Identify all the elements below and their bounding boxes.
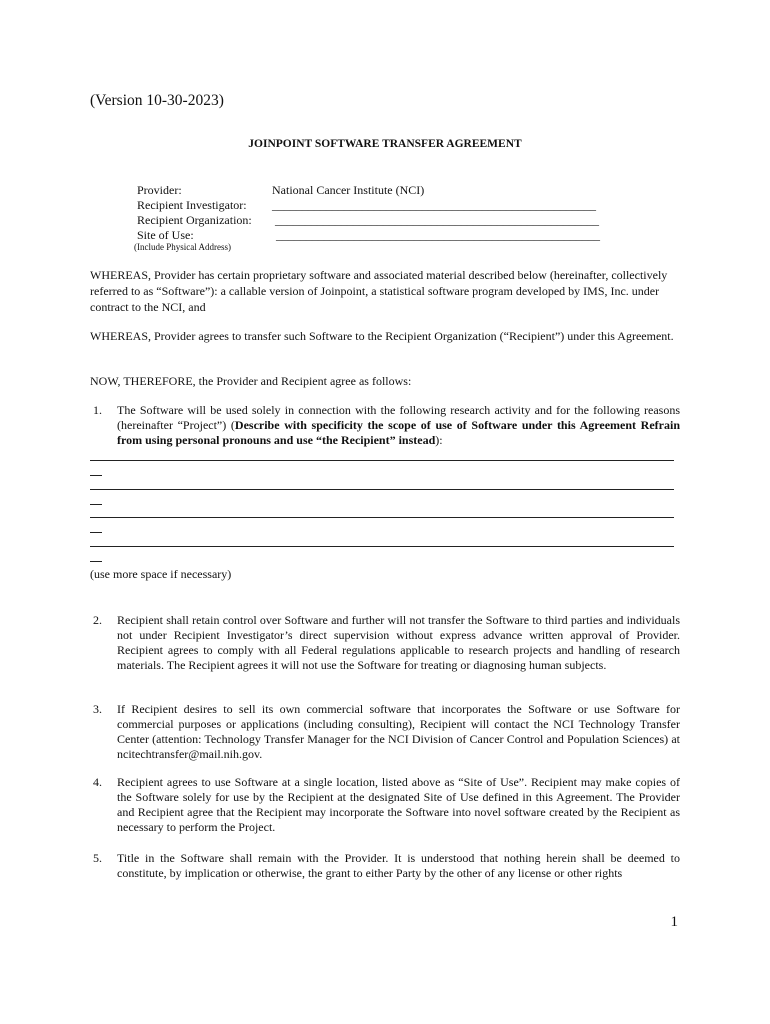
site-of-use-blank[interactable]: ______________________________________________________ [276,228,600,242]
provider-value: National Cancer Institute (NCI) [272,183,425,197]
agreement-title: JOINPOINT SOFTWARE TRANSFER AGREEMENT [248,138,522,150]
whereas-paragraph-1: WHEREAS, Provider has certain proprietary software and associated material described below (hereinafter, collectively referred to as “Software”): a callable version of Joinpoint, a statistical software program developed by IMS, Inc. under contract to the NCI, and [90,268,668,314]
project-description-blanks[interactable] [90,452,680,566]
clause-2-text: Recipient shall retain control over Software and further will not transfer the Software to third parties and individuals not under Recipient Investigator’s direct supervision without express advance written approval of Provider. Recipient agrees to comply with all Federal regulations applicable to research projects and handling of research materials. The Recipient agrees it will not use the Software for treating or diagnosing human subjects. [117,613,680,672]
more-space-note: (use more space if necessary) [90,567,232,581]
organization-label: Recipient Organization: [137,213,252,227]
site-address-note: (Include Physical Address) [134,242,231,252]
blank-line[interactable] [90,481,680,510]
whereas-paragraph-2: WHEREAS, Provider agrees to transfer such Software to the Recipient Organization (“Recipient”) under this Agreement. [90,329,674,343]
clause-1-number: 1. [93,403,102,417]
clause-5-number: 5. [93,851,102,865]
clause-3 [90,702,680,762]
clause-2 [90,613,680,673]
now-therefore-paragraph: NOW, THEREFORE, the Provider and Recipient agree as follows: [90,374,412,388]
blank-line[interactable] [90,509,680,538]
clause-1 [90,403,680,448]
clause-4-text: Recipient agrees to use Software at a single location, listed above as “Site of Use”. Recipient may make copies of the Software solely for use by the Recipient at the designated Site of Use defined in this Agreement. The Provider and Recipient agree that the Recipient may incorporate the Software into novel software created by the Recipient as necessary to perform the Project. [117,775,680,834]
clause-1-text-end: ): [435,433,443,447]
clause-4-number: 4. [93,775,102,789]
page-number: 1 [670,914,678,930]
blank-line[interactable] [90,452,680,481]
clause-5 [90,851,680,881]
organization-blank[interactable]: ______________________________________________________ [275,213,599,227]
investigator-label: Recipient Investigator: [137,198,247,212]
clause-5-text: Title in the Software shall remain with the Provider. It is understood that nothing herein shall be deemed to constitute, by implication or otherwise, the grant to either Party by the other of any license or other rights [117,851,680,880]
version-label: (Version 10-30-2023) [90,92,224,109]
investigator-blank[interactable]: ______________________________________________________ [272,198,596,212]
site-of-use-label: Site of Use: [137,228,194,242]
clause-2-number: 2. [93,613,102,627]
provider-label: Provider: [137,183,182,197]
clause-1-text: The Software will be used solely in connection with the following research activity and for the following reasons (hereinafter “Project”) ( [117,403,680,432]
clause-3-number: 3. [93,702,102,716]
clause-1-instruction: Describe with specificity the scope of use of Software under this Agreement Refrain from using personal pronouns and use “the Recipient” instead [117,418,680,447]
clause-3-text: If Recipient desires to sell its own commercial software that incorporates the Software or use Software for commercial purposes or applications (including consulting), Recipient will contact the NCI Technology Transfer Center (attention: Technology Transfer Manager for the NCI Division of Cancer Control and Population Sciences) at ncitechtransfer@mail.nih.gov. [117,702,680,761]
clause-4 [90,775,680,835]
blank-line[interactable] [90,538,680,567]
